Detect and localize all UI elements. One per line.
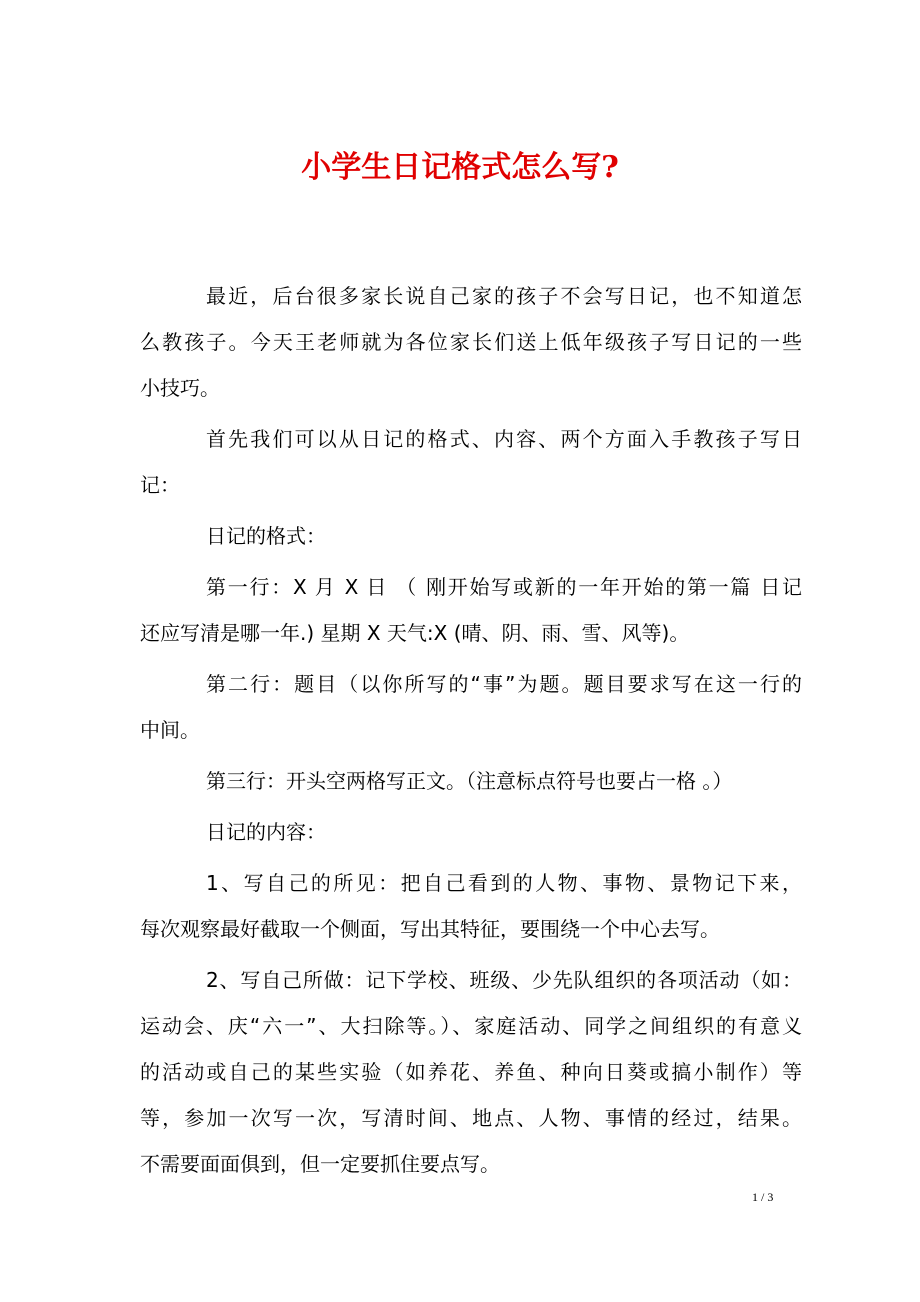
paragraph xyxy=(140,564,802,656)
text-line: 么教孩子。今天王老师就为各位家长们送上低年级孩子写日记的一些 xyxy=(140,330,802,354)
text-line: 每次观察最好截取一个侧面，写出其特征，要围绕一个中心去写。 xyxy=(140,917,720,941)
text-line: 等，参加一次写一次，写清时间、地点、人物、事情的经过，结果。 xyxy=(140,1106,802,1130)
text-line: 第三行：开头空两格写正文。（注意标点符号也要占一格 。） xyxy=(206,769,733,793)
text-line: 1、写自己的所见：把自己看到的人物、事物、景物记下来， xyxy=(206,871,802,895)
text-line: 还应写清是哪一年.) 星期 X 天气:X (晴、阴、雨、雪、风等)。 xyxy=(140,621,690,645)
text-line: 不需要面面俱到，但一定要抓住要点写。 xyxy=(140,1152,500,1176)
document-title: 小学生日记格式怎么写? xyxy=(301,150,619,185)
text-line: 中间。 xyxy=(140,718,200,742)
paragraph xyxy=(140,957,802,1187)
text-line: 2、写自己所做：记下学校、班级、少先队组织的各项活动（如： xyxy=(206,968,802,992)
text-line: 记： xyxy=(140,473,180,497)
text-line: 第二行：题目（以你所写的“事”为题。题目要求写在这一行的 xyxy=(206,672,802,696)
paragraph xyxy=(140,513,802,559)
text-line: 第一行：X 月 X 日 （ 刚开始写或新的一年开始的第一篇 日记 xyxy=(206,575,802,599)
page-number: 1 / 3 xyxy=(752,1190,774,1204)
text-line: 日记的内容： xyxy=(206,820,326,844)
paragraph xyxy=(140,416,802,508)
paragraph xyxy=(140,860,802,952)
text-line: 最近，后台很多家长说自己家的孩子不会写日记，也不知道怎 xyxy=(206,284,802,308)
text-line: 的活动或自己的某些实验（如养花、养鱼、种向日葵或搞小制作）等 xyxy=(140,1060,802,1084)
text-line: 首先我们可以从日记的格式、内容、两个方面入手教孩子写日 xyxy=(206,427,802,451)
paragraph xyxy=(140,758,802,804)
text-line: 日记的格式： xyxy=(206,524,326,548)
text-line: 运动会、庆“六一”、大扫除等。）、家庭活动、同学之间组织的有意义 xyxy=(140,1014,802,1038)
text-line: 小技巧。 xyxy=(140,376,220,400)
document-body xyxy=(140,273,802,1192)
paragraph xyxy=(140,273,802,411)
paragraph xyxy=(140,809,802,855)
paragraph xyxy=(140,661,802,753)
